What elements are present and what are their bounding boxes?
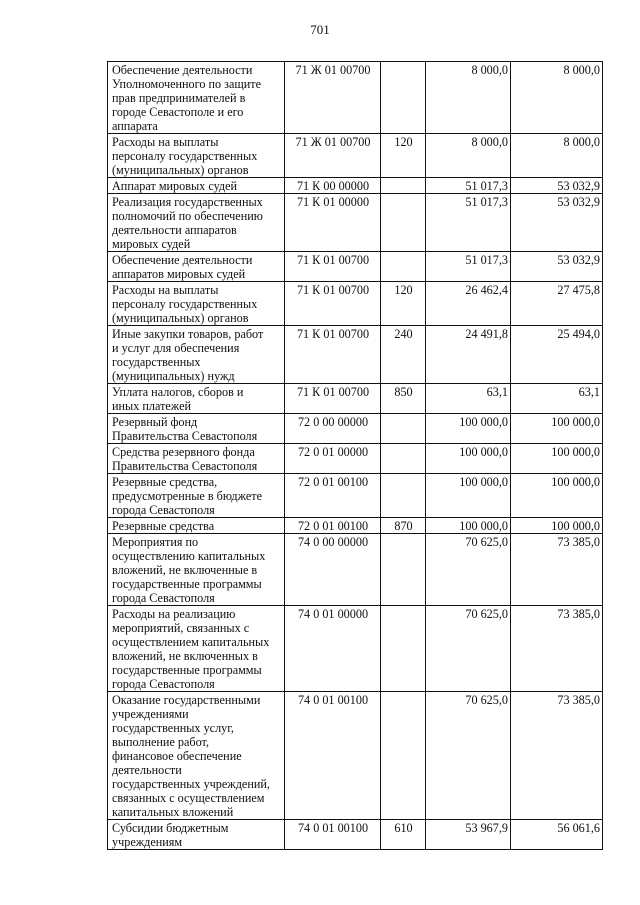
amount-year-1-cell: 100 000,0 [426, 444, 511, 474]
expense-name-cell: Уплата налогов, сборов и иных платежей [108, 384, 285, 414]
table-row [108, 444, 603, 474]
table-row [108, 606, 603, 692]
table-row [108, 384, 603, 414]
amount-year-2-cell: 53 032,9 [511, 178, 603, 194]
amount-year-1-cell: 100 000,0 [426, 518, 511, 534]
target-article-code-cell: 72 0 01 00100 [285, 518, 381, 534]
table-row [108, 326, 603, 384]
target-article-code-cell: 74 0 01 00000 [285, 606, 381, 692]
target-article-code-cell: 71 К 01 00700 [285, 252, 381, 282]
target-article-code-cell: 71 Ж 01 00700 [285, 134, 381, 178]
amount-year-2-cell: 100 000,0 [511, 444, 603, 474]
table-row [108, 134, 603, 178]
amount-year-2-cell: 8 000,0 [511, 134, 603, 178]
target-article-code-cell: 71 К 01 00700 [285, 326, 381, 384]
expense-type-code-cell [381, 606, 426, 692]
target-article-code-cell: 74 0 01 00100 [285, 692, 381, 820]
amount-year-2-cell: 25 494,0 [511, 326, 603, 384]
amount-year-2-cell: 100 000,0 [511, 414, 603, 444]
amount-year-2-cell: 8 000,0 [511, 62, 603, 134]
expense-type-code-cell [381, 252, 426, 282]
amount-year-1-cell: 51 017,3 [426, 178, 511, 194]
amount-year-2-cell: 53 032,9 [511, 194, 603, 252]
expense-type-code-cell [381, 444, 426, 474]
expense-name-cell: Расходы на выплаты персоналу государственных (муниципальных) органов [108, 282, 285, 326]
amount-year-1-cell: 70 625,0 [426, 534, 511, 606]
amount-year-2-cell: 73 385,0 [511, 606, 603, 692]
table-row [108, 252, 603, 282]
table-row [108, 414, 603, 444]
expense-name-cell: Резервные средства [108, 518, 285, 534]
amount-year-1-cell: 100 000,0 [426, 414, 511, 444]
table-row [108, 474, 603, 518]
amount-year-1-cell: 100 000,0 [426, 474, 511, 518]
target-article-code-cell: 72 0 00 00000 [285, 414, 381, 444]
amount-year-2-cell: 56 061,6 [511, 820, 603, 850]
expense-name-cell: Резервные средства, предусмотренные в бюджете города Севастополя [108, 474, 285, 518]
expense-type-code-cell: 610 [381, 820, 426, 850]
expense-name-cell: Субсидии бюджетным учреждениям [108, 820, 285, 850]
expense-name-cell: Аппарат мировых судей [108, 178, 285, 194]
amount-year-1-cell: 51 017,3 [426, 252, 511, 282]
expense-name-cell: Расходы на выплаты персоналу государственных (муниципальных) органов [108, 134, 285, 178]
table-row [108, 178, 603, 194]
amount-year-1-cell: 8 000,0 [426, 134, 511, 178]
target-article-code-cell: 71 Ж 01 00700 [285, 62, 381, 134]
budget-table [107, 61, 603, 850]
expense-name-cell: Средства резервного фонда Правительства Севастополя [108, 444, 285, 474]
amount-year-1-cell: 63,1 [426, 384, 511, 414]
expense-type-code-cell: 870 [381, 518, 426, 534]
amount-year-1-cell: 51 017,3 [426, 194, 511, 252]
expense-type-code-cell [381, 194, 426, 252]
table-row [108, 62, 603, 134]
amount-year-1-cell: 53 967,9 [426, 820, 511, 850]
amount-year-1-cell: 70 625,0 [426, 606, 511, 692]
expense-type-code-cell [381, 178, 426, 194]
expense-type-code-cell: 240 [381, 326, 426, 384]
table-row [108, 820, 603, 850]
expense-type-code-cell [381, 474, 426, 518]
expense-name-cell: Резервный фонд Правительства Севастополя [108, 414, 285, 444]
budget-table-body [108, 62, 603, 850]
target-article-code-cell: 72 0 01 00000 [285, 444, 381, 474]
target-article-code-cell: 71 К 01 00700 [285, 384, 381, 414]
amount-year-2-cell: 27 475,8 [511, 282, 603, 326]
page-number: 701 [310, 22, 330, 37]
amount-year-2-cell: 63,1 [511, 384, 603, 414]
target-article-code-cell: 74 0 01 00100 [285, 820, 381, 850]
table-row [108, 518, 603, 534]
target-article-code-cell: 71 К 01 00700 [285, 282, 381, 326]
expense-name-cell: Обеспечение деятельности Уполномоченного по защите прав предпринимателей в городе Севастополе и его аппарата [108, 62, 285, 134]
table-row [108, 692, 603, 820]
amount-year-2-cell: 73 385,0 [511, 534, 603, 606]
expense-type-code-cell: 120 [381, 282, 426, 326]
expense-type-code-cell: 850 [381, 384, 426, 414]
amount-year-1-cell: 70 625,0 [426, 692, 511, 820]
amount-year-2-cell: 100 000,0 [511, 474, 603, 518]
expense-name-cell: Расходы на реализацию мероприятий, связанных с осуществлением капитальных вложений, не включенных в государственные программы города Севастополя [108, 606, 285, 692]
expense-type-code-cell [381, 62, 426, 134]
expense-type-code-cell: 120 [381, 134, 426, 178]
expense-name-cell: Мероприятия по осуществлению капитальных вложений, не включенные в государственные программы города Севастополя [108, 534, 285, 606]
expense-name-cell: Оказание государственными учреждениями государственных услуг, выполнение работ, финансовое обеспечение деятельности государственных учреждений, связанных с осуществлением капитальных вложений [108, 692, 285, 820]
target-article-code-cell: 71 К 00 00000 [285, 178, 381, 194]
expense-name-cell: Реализация государственных полномочий по обеспечению деятельности аппаратов мировых судей [108, 194, 285, 252]
expense-name-cell: Обеспечение деятельности аппаратов мировых судей [108, 252, 285, 282]
target-article-code-cell: 72 0 01 00100 [285, 474, 381, 518]
table-row [108, 282, 603, 326]
table-row [108, 534, 603, 606]
table-row [108, 194, 603, 252]
amount-year-2-cell: 100 000,0 [511, 518, 603, 534]
amount-year-1-cell: 26 462,4 [426, 282, 511, 326]
expense-type-code-cell [381, 414, 426, 444]
expense-type-code-cell [381, 534, 426, 606]
amount-year-2-cell: 73 385,0 [511, 692, 603, 820]
amount-year-1-cell: 24 491,8 [426, 326, 511, 384]
target-article-code-cell: 74 0 00 00000 [285, 534, 381, 606]
amount-year-2-cell: 53 032,9 [511, 252, 603, 282]
amount-year-1-cell: 8 000,0 [426, 62, 511, 134]
expense-name-cell: Иные закупки товаров, работ и услуг для обеспечения государственных (муниципальных) нужд [108, 326, 285, 384]
target-article-code-cell: 71 К 01 00000 [285, 194, 381, 252]
expense-type-code-cell [381, 692, 426, 820]
